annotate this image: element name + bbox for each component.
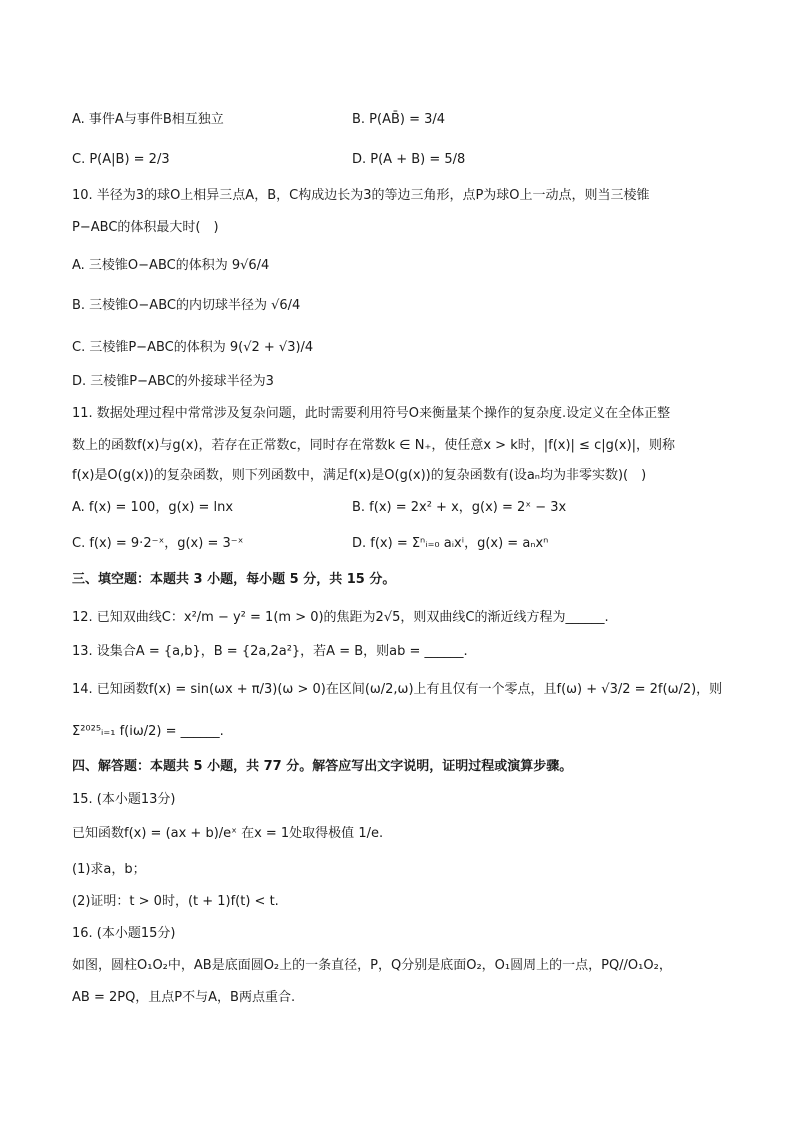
q14-line2: Σ²⁰²⁵ᵢ₌₁ f(iω/2) = ______. xyxy=(72,724,224,739)
section-4-heading: 四、解答题：本题共 5 小题，共 77 分。解答应写出文字说明，证明过程或演算步骤。 xyxy=(72,759,573,774)
q10-option-b: B. 三棱锥O−ABC的内切球半径为 √6/4 xyxy=(72,298,301,313)
q11-stem-line2: 数上的函数f(x)与g(x)，若存在正常数c，同时存在常数k ∈ N₊，使任意x > k时，|f(x)| ≤ c|g(x)|，则称 xyxy=(72,438,676,453)
q9-option-b: B. P(AB̄) = 3/4 xyxy=(352,112,446,127)
q10-stem-line1: 10. 半径为3的球O上相异三点A，B，C构成边长为3的等边三角形，点P为球O上一动点，则当三棱锥 xyxy=(72,188,650,203)
q10-option-a: A. 三棱锥O−ABC的体积为 9√6/4 xyxy=(72,258,270,273)
q12: 12. 已知双曲线C：x²/m − y² = 1(m > 0)的焦距为2√5，则双曲线C的渐近线方程为______. xyxy=(72,610,609,625)
q11-stem-line1: 11. 数据处理过程中常常涉及复杂问题，此时需要利用符号O来衡量某个操作的复杂度.设定义在全体正整 xyxy=(72,406,671,421)
q16-stem-line2: AB = 2PQ，且点P不与A，B两点重合. xyxy=(72,990,296,1005)
q11-stem-line3: f(x)是O(g(x))的复杂函数，则下列函数中，满足f(x)是O(g(x))的复杂函数有(设aₙ均为非零实数)( ) xyxy=(72,468,647,483)
q10-option-c: C. 三棱锥P−ABC的体积为 9(√2 + √3)/4 xyxy=(72,340,314,355)
q14-line1: 14. 已知函数f(x) = sin(ωx + π/3)(ω > 0)在区间(ω/2,ω)上有且仅有一个零点，且f(ω) + √3/2 = 2f(ω/2)，则 xyxy=(72,682,723,697)
q15-part1: (1)求a，b； xyxy=(72,862,146,877)
q16-stem-line1: 如图，圆柱O₁O₂中，AB是底面圆O₂上的一条直径，P，Q分别是底面O₂，O₁圆周上的一点，PQ//O₁O₂， xyxy=(72,958,672,973)
q13: 13. 设集合A = {a,b}，B = {2a,2a²}，若A = B，则ab = ______. xyxy=(72,644,468,659)
q11-option-d: D. f(x) = Σⁿᵢ₌₀ aᵢxⁱ，g(x) = aₙxⁿ xyxy=(352,536,549,551)
q10-option-d: D. 三棱锥P−ABC的外接球半径为3 xyxy=(72,374,274,389)
q11-option-c: C. f(x) = 9·2⁻ˣ，g(x) = 3⁻ˣ xyxy=(72,536,244,551)
q9-option-a: A. 事件A与事件B相互独立 xyxy=(72,112,224,127)
q15-heading: 15. (本小题13分) xyxy=(72,792,176,807)
section-3-heading: 三、填空题：本题共 3 小题，每小题 5 分，共 15 分。 xyxy=(72,572,396,587)
q11-option-b: B. f(x) = 2x² + x，g(x) = 2ˣ − 3x xyxy=(352,500,567,515)
q11-option-a: A. f(x) = 100，g(x) = lnx xyxy=(72,500,234,515)
q15-part2: (2)证明：t > 0时，(t + 1)f(t) < t. xyxy=(72,894,279,909)
q9-option-d: D. P(A + B) = 5/8 xyxy=(352,152,466,167)
q15-stem: 已知函数f(x) = (ax + b)/eˣ 在x = 1处取得极值 1/e. xyxy=(72,826,384,841)
q10-stem-line2: P−ABC的体积最大时( ) xyxy=(72,220,219,235)
q16-heading: 16. (本小题15分) xyxy=(72,926,176,941)
q9-option-c: C. P(A|B) = 2/3 xyxy=(72,152,170,167)
